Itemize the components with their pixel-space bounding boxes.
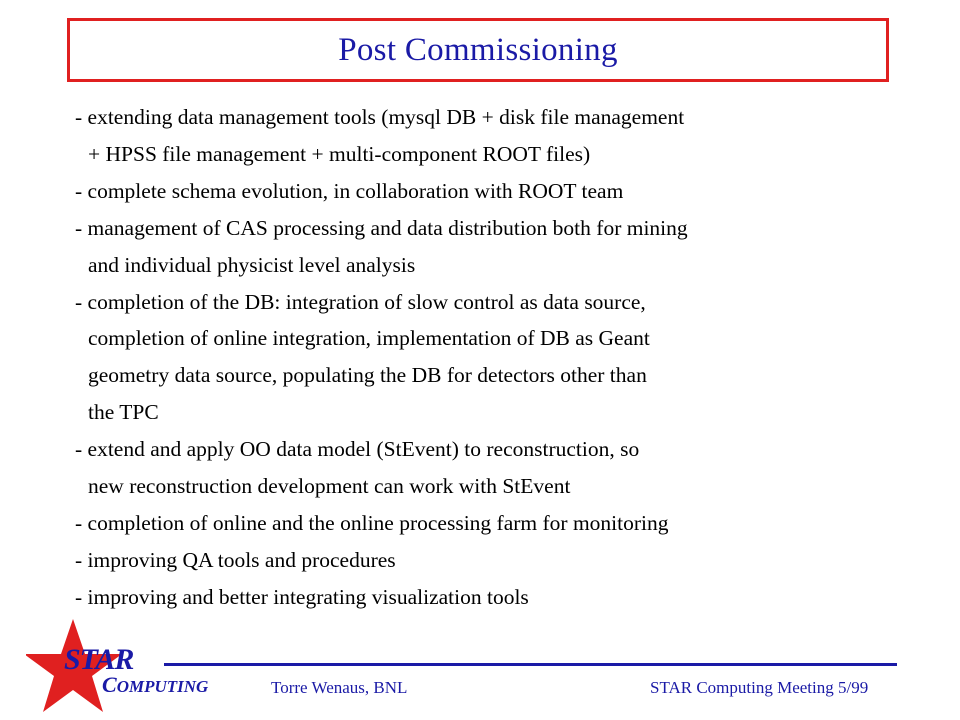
bullet-line-continuation: completion of online integration, implementation of DB as Geant <box>88 326 650 351</box>
bullet-line-continuation: and individual physicist level analysis <box>88 252 416 277</box>
footer-author: Torre Wenaus, BNL <box>271 678 408 697</box>
bullet-line: - extend and apply OO data model (StEvent) to reconstruction, so <box>75 437 640 462</box>
logo-computing-text <box>102 672 208 698</box>
logo-star-text: STAR <box>64 643 134 676</box>
logo-computing-initial: C <box>102 672 117 697</box>
bullet-line: - improving and better integrating visualization tools <box>75 584 529 609</box>
star-computing-logo <box>26 617 226 717</box>
footer-divider <box>164 663 897 666</box>
bullet-line-continuation: geometry data source, populating the DB for detectors other than <box>88 363 647 388</box>
bullet-list <box>75 99 688 616</box>
bullet-line: - complete schema evolution, in collaboration with ROOT team <box>75 178 624 203</box>
bullet-line-continuation: new reconstruction development can work with StEvent <box>88 474 571 499</box>
title-frame <box>67 18 889 82</box>
footer-meeting: STAR Computing Meeting 5/99 <box>650 678 869 697</box>
bullet-line-continuation: the TPC <box>88 400 159 425</box>
bullet-line-continuation: + HPSS file management + multi-component ROOT files) <box>88 141 591 166</box>
bullet-line: - completion of the DB: integration of slow control as data source, <box>75 289 646 314</box>
slide-title: Post Commissioning <box>338 31 618 68</box>
logo-computing-rest: OMPUTING <box>116 677 209 696</box>
bullet-line: - extending data management tools (mysql DB + disk file management <box>75 105 685 129</box>
bullet-line: - completion of online and the online processing farm for monitoring <box>75 510 669 535</box>
bullet-line: - management of CAS processing and data distribution both for mining <box>75 215 688 240</box>
bullet-line: - improving QA tools and procedures <box>75 547 396 572</box>
